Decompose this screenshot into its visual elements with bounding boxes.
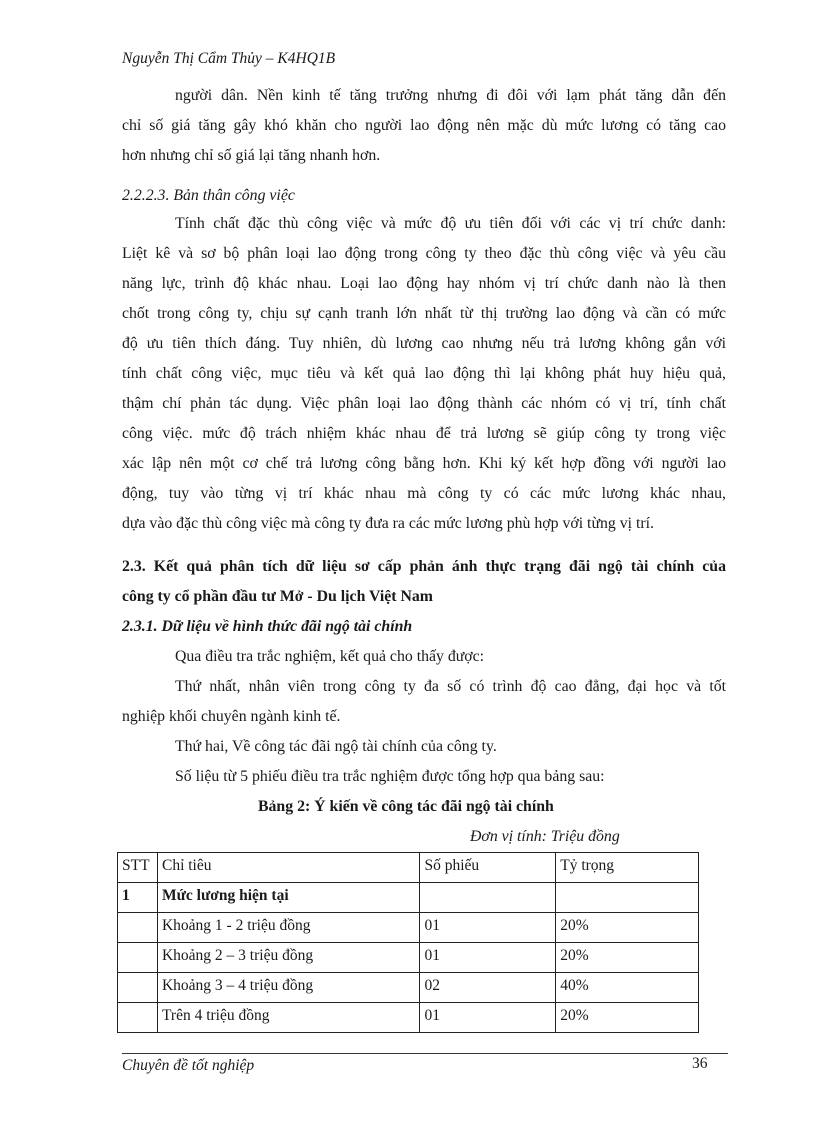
table-unit: Đơn vị tính: Triệu đồng [470,828,620,845]
cell-stt [118,973,158,1003]
table-row [118,913,699,943]
section-heading-2-3: 2.3. Kết quả phân tích dữ liệu sơ cấp phản ánh thực trạng đãi ngộ tài chính của [122,558,726,575]
cell-count: 01 [420,913,556,943]
cell-count: 01 [420,1003,556,1033]
body-line: Thứ nhất, nhân viên trong công ty đa số có trình độ cao đẳng, đại học và tốt [175,678,726,695]
cell-criteria: Khoảng 2 – 3 triệu đồng [157,943,419,973]
cell-criteria: Khoảng 3 – 4 triệu đồng [157,973,419,1003]
header-stt: STT [118,853,158,883]
cell-ratio: 20% [556,1003,699,1033]
body-line: Qua điều tra trắc nghiệm, kết quả cho thấy được: [175,648,485,665]
table-row [118,1003,699,1033]
body-line: hơn nhưng chỉ số giá lại tăng nhanh hơn. [122,147,381,164]
body-line: Thứ hai, Về công tác đãi ngộ tài chính của công ty. [175,738,497,755]
body-line: dựa vào đặc thù công việc mà công ty đưa ra các mức lương phù hợp với từng vị trí. [122,515,654,532]
table-row [118,973,699,1003]
cell-stt [118,943,158,973]
body-line: Số liệu từ 5 phiếu điều tra trắc nghiệm được tổng hợp qua bảng sau: [175,768,605,785]
cell-count: 01 [420,943,556,973]
body-line: độ ưu tiên thích đáng. Tuy nhiên, dù lương cao nhưng nếu trả lương không gắn với [122,335,726,352]
table-title: Bảng 2: Ý kiến về công tác đãi ngộ tài chính [258,798,554,815]
table-row [118,943,699,973]
cell-ratio: 40% [556,973,699,1003]
header-count: Số phiếu [420,853,556,883]
body-line: năng lực, trình độ khác nhau. Loại lao động hay nhóm vị trí chức danh nào là then [122,275,726,292]
cell-ratio: 20% [556,943,699,973]
cell-ratio [556,883,699,913]
footer-divider [122,1053,728,1054]
body-line: chỉ số giá tăng gây khó khăn cho người lao động nên mặc dù mức lương có tăng cao [122,117,726,134]
header-criteria: Chỉ tiêu [157,853,419,883]
cell-criteria: Mức lương hiện tại [157,883,419,913]
table-row [118,883,699,913]
table-header-row [118,853,699,883]
cell-stt [118,1003,158,1033]
cell-stt: 1 [118,883,158,913]
body-line: Tính chất đặc thù công việc và mức độ ưu tiên đối với các vị trí chức danh: [175,215,726,232]
cell-criteria: Trên 4 triệu đồng [157,1003,419,1033]
opinion-table [117,852,699,1033]
body-line: thậm chí phản tác dụng. Việc phân loại lao động thành các nhóm có vị trí, tính chất [122,395,726,412]
section-heading-2-3-cont: công ty cổ phần đầu tư Mở - Du lịch Việt Nam [122,588,433,605]
body-line: động, tuy vào từng vị trí khác nhau mà công ty có các mức lương khác nhau, [122,485,726,502]
section-heading-2-2-2-3: 2.2.2.3. Bản thân công việc [122,187,295,204]
body-line: người dân. Nền kinh tế tăng trưởng nhưng đi đôi với lạm phát tăng dẫn đến [175,87,726,104]
body-line: nghiệp khối chuyên ngành kinh tế. [122,708,341,725]
footer-title: Chuyên đề tốt nghiệp [122,1057,255,1074]
body-line: công việc. mức độ trách nhiệm khác nhau để trả lương sẽ giúp công ty trong việc [122,425,726,442]
body-line: Liệt kê và sơ bộ phân loại lao động trong công ty theo đặc thù công việc và yêu cầu [122,245,726,262]
page-number: 36 [692,1055,708,1072]
cell-criteria: Khoảng 1 - 2 triệu đồng [157,913,419,943]
section-heading-2-3-1: 2.3.1. Dữ liệu về hình thức đãi ngộ tài chính [122,618,413,635]
header-ratio: Tỷ trọng [556,853,699,883]
cell-stt [118,913,158,943]
cell-count: 02 [420,973,556,1003]
cell-count [420,883,556,913]
body-line: tính chất công việc, mục tiêu và kết quả lao động thì lại không phát huy hiệu quả, [122,365,726,382]
body-line: xác lập nên một cơ chế trả lương công bằng hơn. Khi ký kết hợp đồng với người lao [122,455,726,472]
cell-ratio: 20% [556,913,699,943]
running-header: Nguyễn Thị Cẩm Thủy – K4HQ1B [122,50,336,67]
body-line: chốt trong công ty, chịu sự cạnh tranh lớn nhất từ thị trường lao động và cần có mức [122,305,726,322]
